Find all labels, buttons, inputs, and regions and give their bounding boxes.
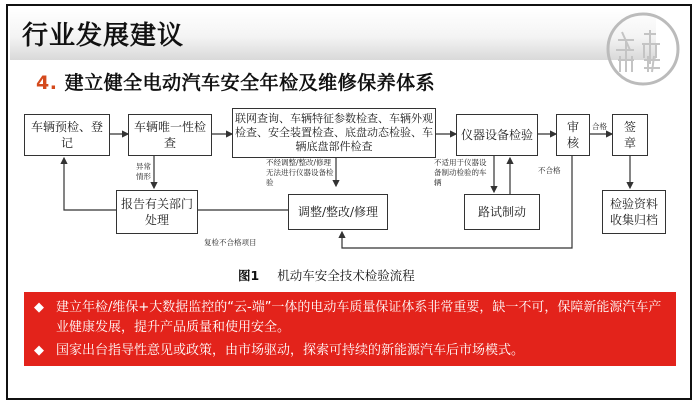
figure-title: 机动车安全技术检验流程 (277, 268, 415, 283)
section-subtitle (36, 68, 435, 95)
label-pass: 合格 (592, 122, 607, 131)
label-not-suitable-adjust: 不经调整/整改/修理无法进行仪器设备检验 (266, 158, 334, 187)
node-report: 报告有关部门处理 (116, 190, 198, 234)
node-unique-check: 车辆唯一性检查 (128, 114, 212, 156)
note-item (34, 298, 666, 338)
figure-caption (238, 266, 415, 284)
label-not-suitable-brake: 不适用于仪器设备制动检验的车辆 (434, 158, 487, 187)
node-instrument: 仪器设备检验 (456, 114, 538, 156)
note-text: 建立年检/维保+大数据监控的“云-端”一体的电动车质量保证体系非常重要，缺一不可，保障新能源汽车产业健康发展，提升产品质量和使用安全。 (56, 300, 662, 335)
label-fail: 不合格 (538, 166, 561, 175)
node-review: 审核 (556, 114, 590, 156)
node-adjust: 调整/整改/修理 (288, 194, 388, 230)
logo-icon (604, 10, 682, 88)
note-item (34, 341, 666, 361)
label-abnormal: 异常情形 (136, 162, 151, 181)
page-title: 行业发展建议 (22, 21, 185, 51)
node-road-test: 路试制动 (464, 194, 540, 230)
node-inspection: 联网查询、车辆特征参数检查、车辆外观检查、安全装置检查、底盘动态检验、车辆底盘部件检查 (232, 108, 436, 158)
node-sign: 签章 (612, 114, 648, 156)
figure-number: 图1 (238, 268, 260, 283)
subtitle-number: 4. (36, 72, 58, 94)
note-text: 国家出台指导性意见或政策，由市场驱动，探索可持续的新能源汽车后市场模式。 (56, 343, 525, 358)
label-recheck-fail: 复检不合格项目 (204, 238, 257, 247)
node-archive: 检验资料收集归档 (602, 190, 666, 234)
diamond-bullet-icon: ◆ (34, 343, 44, 358)
node-pre-check: 车辆预检、登记 (24, 114, 110, 156)
notes-panel (24, 292, 676, 366)
diamond-bullet-icon: ◆ (34, 300, 44, 315)
subtitle-text: 建立健全电动汽车安全年检及维修保养体系 (64, 72, 436, 94)
inspection-flowchart (24, 100, 680, 280)
